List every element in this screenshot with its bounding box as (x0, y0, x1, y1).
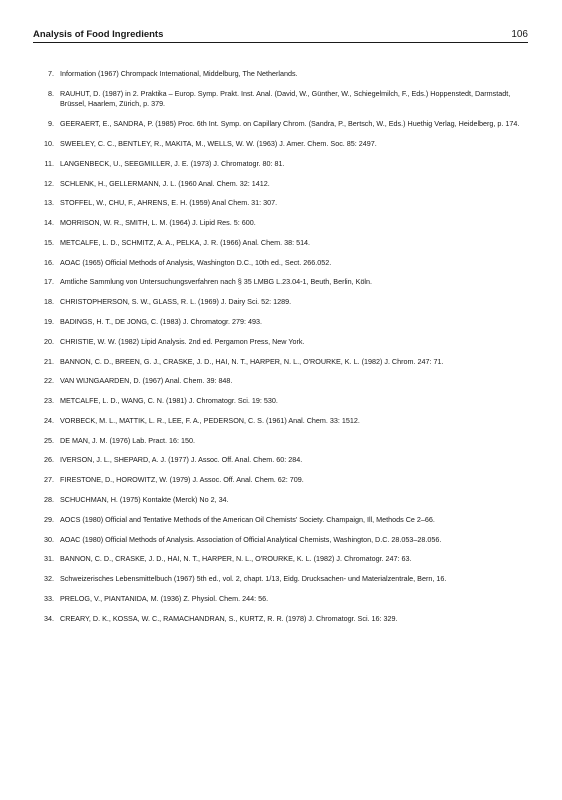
reference-number: 28. (44, 495, 54, 504)
reference-list (33, 69, 528, 633)
reference-text: METCALFE, L. D., SCHMITZ, A. A., PELKA, J. R. (1966) Anal. Chem. 38: 514. (60, 237, 311, 247)
reference-item (33, 535, 528, 546)
reference-text: CHRISTOPHERSON, S. W., GLASS, R. L. (1969) J. Dairy Sci. 52: 1289. (60, 297, 292, 307)
reference-text: METCALFE, L. D., WANG, C. N. (1981) J. Chromatogr. Sci. 19: 530. (60, 396, 278, 406)
reference-item (33, 495, 528, 506)
reference-item (33, 89, 528, 110)
reference-number: 14. (44, 218, 54, 228)
reference-item (33, 614, 528, 625)
reference-number: 21. (44, 356, 54, 366)
reference-item (33, 436, 528, 447)
reference-number: 16. (44, 257, 54, 267)
reference-number: 11. (44, 158, 54, 168)
reference-number: 19. (44, 316, 54, 326)
reference-item (33, 357, 528, 368)
reference-number: 18. (44, 297, 54, 307)
reference-item (33, 218, 528, 229)
reference-item (33, 179, 528, 190)
running-header (33, 22, 528, 43)
reference-number: 12. (44, 178, 54, 188)
reference-text: BANNON, C. D., BREEN, G. J., CRASKE, J. D., HAI, N. T., HARPER, N. L., O'ROURKE, K. L. (1982) J. Chrom. 247: 71. (60, 356, 444, 366)
reference-text: CREARY, D. K., KOSSA, W. C., RAMACHANDRAN, S., KURTZ, R. R. (1978) J. Chromatogr. Sci. 16: 329. (60, 613, 398, 623)
reference-item (33, 317, 528, 328)
reference-item (33, 475, 528, 486)
reference-item (33, 337, 528, 348)
reference-item (33, 238, 528, 249)
reference-number: 10. (44, 138, 54, 148)
reference-number: 27. (44, 475, 54, 485)
reference-text: BADINGS, H. T., DE JONG, C. (1983) J. Chromatogr. 279: 493. (60, 316, 262, 326)
reference-text: VAN WIJNGAARDEN, D. (1967) Anal. Chem. 39: 848. (60, 376, 233, 386)
reference-text: MORRISON, W. R., SMITH, L. M. (1964) J. Lipid Res. 5: 600. (60, 218, 256, 228)
reference-text: CHRISTIE, W. W. (1982) Lipid Analysis. 2nd ed. Pergamon Press, New York. (60, 336, 305, 346)
reference-item (33, 515, 528, 526)
reference-number: 7. (48, 69, 54, 78)
reference-item (33, 594, 528, 605)
reference-number: 15. (44, 237, 54, 247)
reference-text: RAUHUT, D. (1987) in 2. Praktika – Europ. Symp. Prakt. Inst. Anal. (David, W., Günther, W., Schiegelmilch, F., Eds.) Hoppenstedt, Darmstadt, Brüssel, Haarlem, Zürich, p. 379. (60, 88, 511, 109)
reference-number: 34. (44, 613, 54, 623)
reference-item (33, 69, 528, 80)
reference-text: FIRESTONE, D., HOROWITZ, W. (1979) J. Assoc. Off. Anal. Chem. 62: 709. (60, 475, 304, 485)
reference-item (33, 574, 528, 585)
reference-number: 9. (48, 119, 54, 129)
reference-number: 22. (44, 376, 54, 386)
reference-number: 32. (44, 574, 54, 584)
running-title: Analysis of Food Ingredients (33, 29, 164, 40)
reference-item (33, 376, 528, 387)
reference-text: SWEELEY, C. C., BENTLEY, R., MAKITA, M., WELLS, W. W. (1963) J. Amer. Chem. Soc. 85: 2497. (60, 138, 377, 148)
reference-text: AOCS (1980) Official and Tentative Methods of the American Oil Chemists' Society. Champaign, Ill, Methods Ce 2–66. (60, 514, 435, 524)
reference-number: 25. (44, 435, 54, 445)
reference-number: 31. (44, 554, 54, 564)
reference-item (33, 297, 528, 308)
reference-text: SCHLENK, H., GELLERMANN, J. L. (1960 Anal. Chem. 32: 1412. (60, 178, 270, 188)
reference-text: LANGENBECK, U., SEEGMILLER, J. E. (1973) J. Chromatogr. 80: 81. (60, 158, 285, 168)
reference-text: SCHUCHMAN, H. (1975) Kontakte (Merck) No 2, 34. (60, 495, 229, 504)
reference-text: STOFFEL, W., CHU, F., AHRENS, E. H. (1959) Anal Chem. 31: 307. (60, 198, 278, 208)
reference-item (33, 139, 528, 150)
reference-text: DE MAN, J. M. (1976) Lab. Pract. 16: 150. (60, 435, 196, 445)
page-number: 106 (511, 29, 528, 40)
reference-item (33, 198, 528, 209)
reference-item (33, 455, 528, 466)
reference-number: 29. (44, 514, 54, 524)
reference-text: PRELOG, V., PIANTANIDA, M. (1936) Z. Physiol. Chem. 244: 56. (60, 593, 269, 603)
reference-item (33, 119, 528, 130)
reference-text: Amtliche Sammlung von Untersuchungsverfahren nach § 35 LMBG L.23.04-1, Beuth, Berlin, Köln. (60, 277, 373, 287)
reference-number: 17. (44, 277, 54, 287)
reference-item (33, 416, 528, 427)
reference-text: Schweizerisches Lebensmittelbuch (1967) 5th ed., vol. 2, chapt. 1/13, Eidg. Drucksachen- und Materialzentrale, Bern, 16. (60, 574, 447, 584)
reference-number: 23. (44, 396, 54, 406)
reference-item (33, 396, 528, 407)
reference-text: AOAC (1965) Official Methods of Analysis, Washington D.C., 10th ed., Sect. 266.052. (60, 257, 332, 267)
reference-text: VORBECK, M. L., MATTIK, L. R., LEE, F. A., PEDERSON, C. S. (1961) Anal. Chem. 33: 1512. (60, 415, 360, 425)
reference-text: AOAC (1980) Official Methods of Analysis. Association of Official Analytical Chemists, Washington, D.C. 28.053–28.056. (60, 534, 442, 544)
reference-text: IVERSON, J. L., SHEPARD, A. J. (1977) J. Assoc. Off. Anal. Chem. 60: 284. (60, 455, 303, 465)
reference-item (33, 258, 528, 269)
reference-text: Information (1967) Chrompack International, Middelburg, The Netherlands. (60, 69, 298, 78)
reference-number: 24. (44, 415, 54, 425)
reference-text: GEERAERT, E., SANDRA, P. (1985) Proc. 6th Int. Symp. on Capillary Chrom. (Sandra, P., Bertsch, W., Eds.) Huethig Verlag, Heidelberg, p. 174. (60, 119, 520, 129)
reference-item (33, 159, 528, 170)
reference-number: 26. (44, 455, 54, 465)
reference-number: 13. (44, 198, 54, 208)
reference-number: 30. (44, 534, 54, 544)
reference-number: 33. (44, 593, 54, 603)
reference-text: BANNON, C. D., CRASKE, J. D., HAI, N. T., HARPER, N. L., O'ROURKE, K. L. (1982) J. Chromatogr. 247: 63. (60, 554, 412, 564)
reference-number: 8. (48, 88, 54, 98)
reference-number: 20. (44, 336, 54, 346)
reference-item (33, 277, 528, 288)
reference-item (33, 554, 528, 565)
